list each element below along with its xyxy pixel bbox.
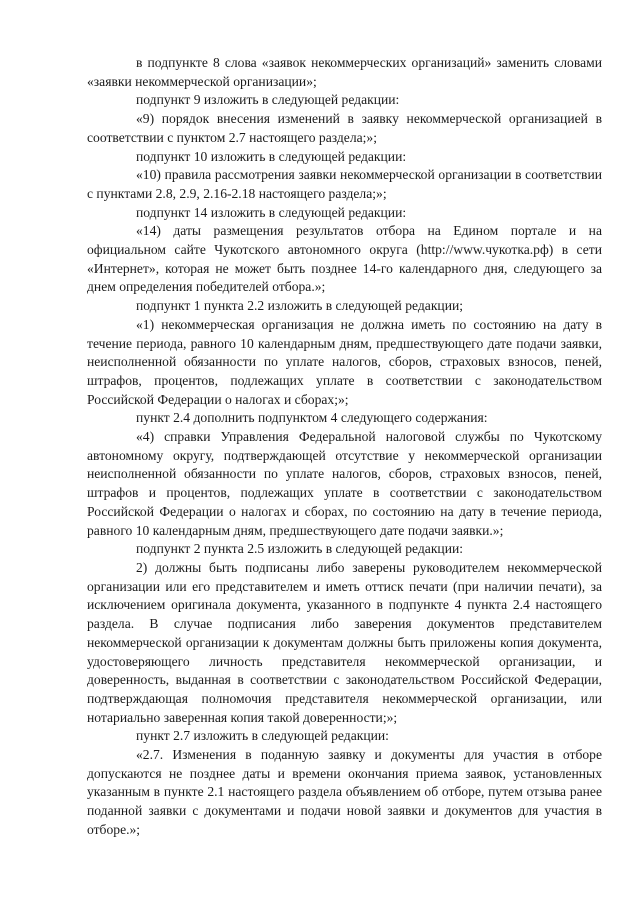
paragraph-point-2-7-text: «2.7. Изменения в поданную заявку и документы для участия в отборе допускаются не позднее даты и времени окончания приема заявок, установленных указанным в пункте 2.1 настоящего раздела объявлением об отборе, путем отзыва ранее поданной заявки с документами и подачи новой заявки и документов для участия в отборе.»; bbox=[87, 747, 602, 837]
paragraph-point-2-2-text: «1) некоммерческая организация не должна иметь по состоянию на дату в течение периода, равного 10 календарным дням, предшествующего дате подачи заявки, неисполненной обязанности по уплате налогов, сборов, страховых взносов, пеней, штрафов, процентов, подлежащих уплате в соответствии с законодательством Российской Федерации о налогах и сборах;»; bbox=[87, 316, 602, 407]
paragraph-point-2-7-intro: пункт 2.7 изложить в следующей редакции: bbox=[136, 728, 389, 744]
paragraph-subpoint-10-text: «10) правила рассмотрения заявки некоммерческой организации в соответствии с пунктами 2.8, 2.9, 2.16-2.18 настоящего раздела;»; bbox=[87, 167, 602, 201]
paragraph-amend-subpoint-8: в подпункте 8 слова «заявок некоммерческих организаций» заменить словами «заявки некоммерческой организации»; bbox=[87, 55, 602, 89]
paragraph-point-2-2-intro: подпункт 1 пункта 2.2 изложить в следующей редакции; bbox=[136, 298, 464, 314]
paragraph-point-2-5-intro: подпункт 2 пункта 2.5 изложить в следующей редакции: bbox=[136, 541, 464, 557]
paragraph-subpoint-14-text: «14) даты размещения результатов отбора на Едином портале и на официальном сайте Чукотского автономного округа (http://www.чукотка.рф) в сети «Интернет», которая не может быть позднее 14-го календарного дня, следующего за днем определения победителей отбора.»; bbox=[87, 223, 602, 295]
paragraph-point-2-4-text: «4) справки Управления Федеральной налоговой службы по Чукотскому автономному округу, подтверждающей отсутствие у некоммерческой организации неисполненной обязанности по уплате налогов, сборов, страховых взносов, пеней, штрафов и процентов, подлежащих уплате в соответствии с законодательством Российской Федерации о налогах и сборах, по состоянию на дату в течение периода, равного 10 календарным дням, предшествующего дате подачи заявки.»; bbox=[87, 429, 602, 538]
paragraph-subpoint-10-intro: подпункт 10 изложить в следующей редакции: bbox=[136, 148, 407, 164]
paragraph-subpoint-9-intro: подпункт 9 изложить в следующей редакции: bbox=[136, 92, 400, 108]
paragraph-point-2-4-intro: пункт 2.4 дополнить подпунктом 4 следующего содержания: bbox=[136, 410, 488, 426]
paragraph-subpoint-14-intro: подпункт 14 изложить в следующей редакции: bbox=[136, 204, 407, 220]
paragraph-subpoint-9-text: «9) порядок внесения изменений в заявку некоммерческой организацией в соответствии с пунктом 2.7 настоящего раздела;»; bbox=[87, 111, 602, 145]
document-body bbox=[87, 54, 602, 840]
paragraph-point-2-5-text: 2) должны быть подписаны либо заверены руководителем некоммерческой организации или его представителем и иметь оттиск печати (при наличии печати), за исключением оригинала документа, указанного в подпункте 4 пункта 2.4 настоящего раздела. В случае подписания либо заверения документов представителем некоммерческой организации к документам должны быть приложены копия документа, удостоверяющего личность представителя некоммерческой организации, и доверенность, выданная в соответствии с законодательством Российской Федерации, подтверждающая полномочия представителя некоммерческой организации, или нотариально заверенная копия такой доверенности;»; bbox=[87, 559, 602, 725]
